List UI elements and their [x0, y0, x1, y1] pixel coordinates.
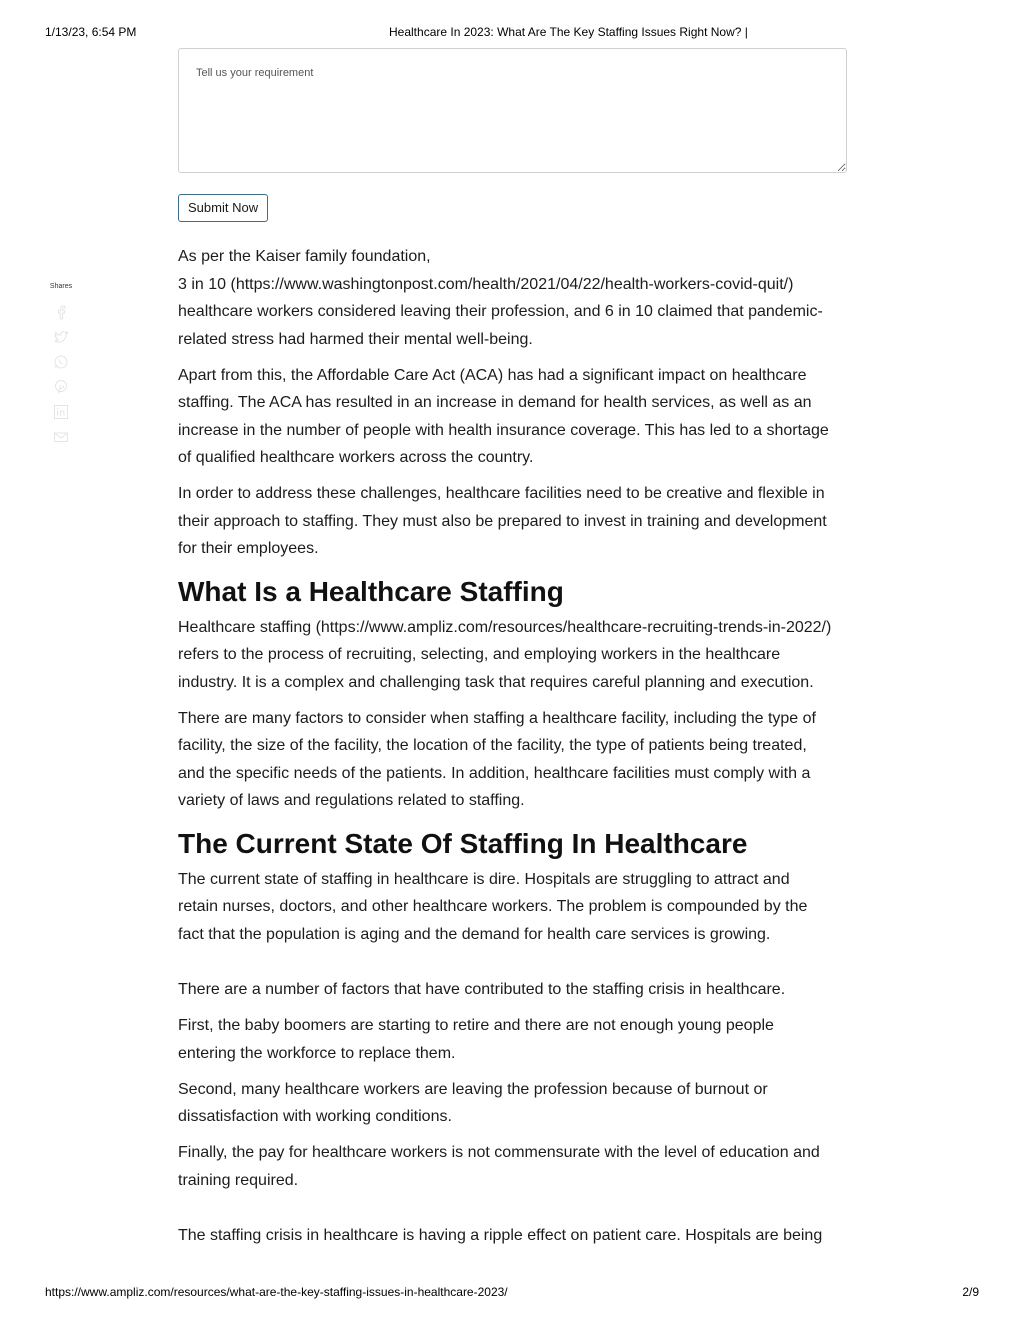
paragraph-staffing-definition: Healthcare staffing (https://www.ampliz.com/resources/healthcare-recruiting-trends-in-2022/) refers to the process of recruiting, selecting, and employing workers in the healthcare industry. It is a complex and challenging task that requires careful planning and execution.	[178, 614, 878, 697]
washingtonpost-link-text: 3 in 10 (https://www.washingtonpost.com/health/2021/04/22/health-workers-covid-quit/)	[178, 275, 794, 293]
email-icon[interactable]	[53, 429, 69, 445]
print-date: 1/13/23, 6:54 PM	[45, 25, 137, 39]
facebook-icon[interactable]	[53, 304, 69, 320]
print-page-number: 2/9	[962, 1285, 979, 1299]
linkedin-icon[interactable]	[53, 404, 69, 420]
heading-current-state: The Current State Of Staffing In Healthcare	[178, 827, 748, 859]
pinterest-icon[interactable]	[53, 379, 69, 395]
paragraph-ripple-effect: The staffing crisis in healthcare is having a ripple effect on patient care. Hospitals are being	[178, 1227, 823, 1244]
heading-what-is-healthcare-staffing: What Is a Healthcare Staffing	[178, 575, 564, 607]
paragraph-second: Second, many healthcare workers are leaving the profession because of burnout or dissatisfaction with working conditions.	[178, 1080, 768, 1125]
print-page-title: Healthcare In 2023: What Are The Key Staffing Issues Right Now? |	[389, 25, 748, 39]
shares-label: Shares	[49, 283, 73, 290]
paragraph-current-state: The current state of staffing in healthcare is dire. Hospitals are struggling to attract and retain nurses, doctors, and other healthcare workers. The problem is compounded by the fact that the population is aging and the demand for health care services is growing.	[178, 870, 808, 943]
ampliz-link-text: Healthcare staffing (https://www.ampliz.com/resources/healthcare-recruiting-trends-in-2022/)	[178, 618, 832, 636]
paragraph-finally: Finally, the pay for healthcare workers is not commensurate with the level of education and training required.	[178, 1144, 820, 1189]
paragraph-first: First, the baby boomers are starting to retire and there are not enough young people entering the workforce to replace them.	[178, 1017, 774, 1062]
print-footer	[0, 1285, 1024, 1301]
article-content	[178, 48, 878, 1258]
print-header	[0, 25, 1024, 41]
paragraph-challenges: In order to address these challenges, healthcare facilities need to be creative and flexible in their approach to staffing. They must also be prepared to invest in training and development for their employees.	[178, 485, 827, 557]
twitter-icon[interactable]	[53, 329, 69, 345]
print-url: https://www.ampliz.com/resources/what-are-the-key-staffing-issues-in-healthcare-2023/	[45, 1285, 508, 1299]
paragraph-factors: There are many factors to consider when staffing a healthcare facility, including the type of facility, the size of the facility, the location of the facility, the type of patients being treated, and the specific needs of the patients. In addition, healthcare facilities must comply with a variety of laws and regulations related to staffing.	[178, 709, 816, 809]
paragraph-kaiser: As per the Kaiser family foundation, 3 in 10 (https://www.washingtonpost.com/health/2021/04/22/health-workers-covid-quit/) healthcare workers considered leaving their profession, and 6 in 10 claimed that pandemic- related stress had harmed their mental well-being.	[178, 243, 878, 353]
submit-now-button[interactable]: Submit Now	[178, 194, 268, 222]
paragraph-crisis-factors: There are a number of factors that have contributed to the staffing crisis in healthcare.	[178, 981, 786, 998]
share-sidebar	[40, 283, 82, 454]
whatsapp-icon[interactable]	[53, 354, 69, 370]
paragraph-aca: Apart from this, the Affordable Care Act (ACA) has had a significant impact on healthcare staffing. The ACA has resulted in an increase in demand for health services, as well as an increase in the number of people with health insurance coverage. This has led to a shortage of qualified healthcare workers across the country.	[178, 366, 829, 466]
requirement-textarea[interactable]	[178, 48, 847, 173]
article-body	[178, 243, 878, 1250]
